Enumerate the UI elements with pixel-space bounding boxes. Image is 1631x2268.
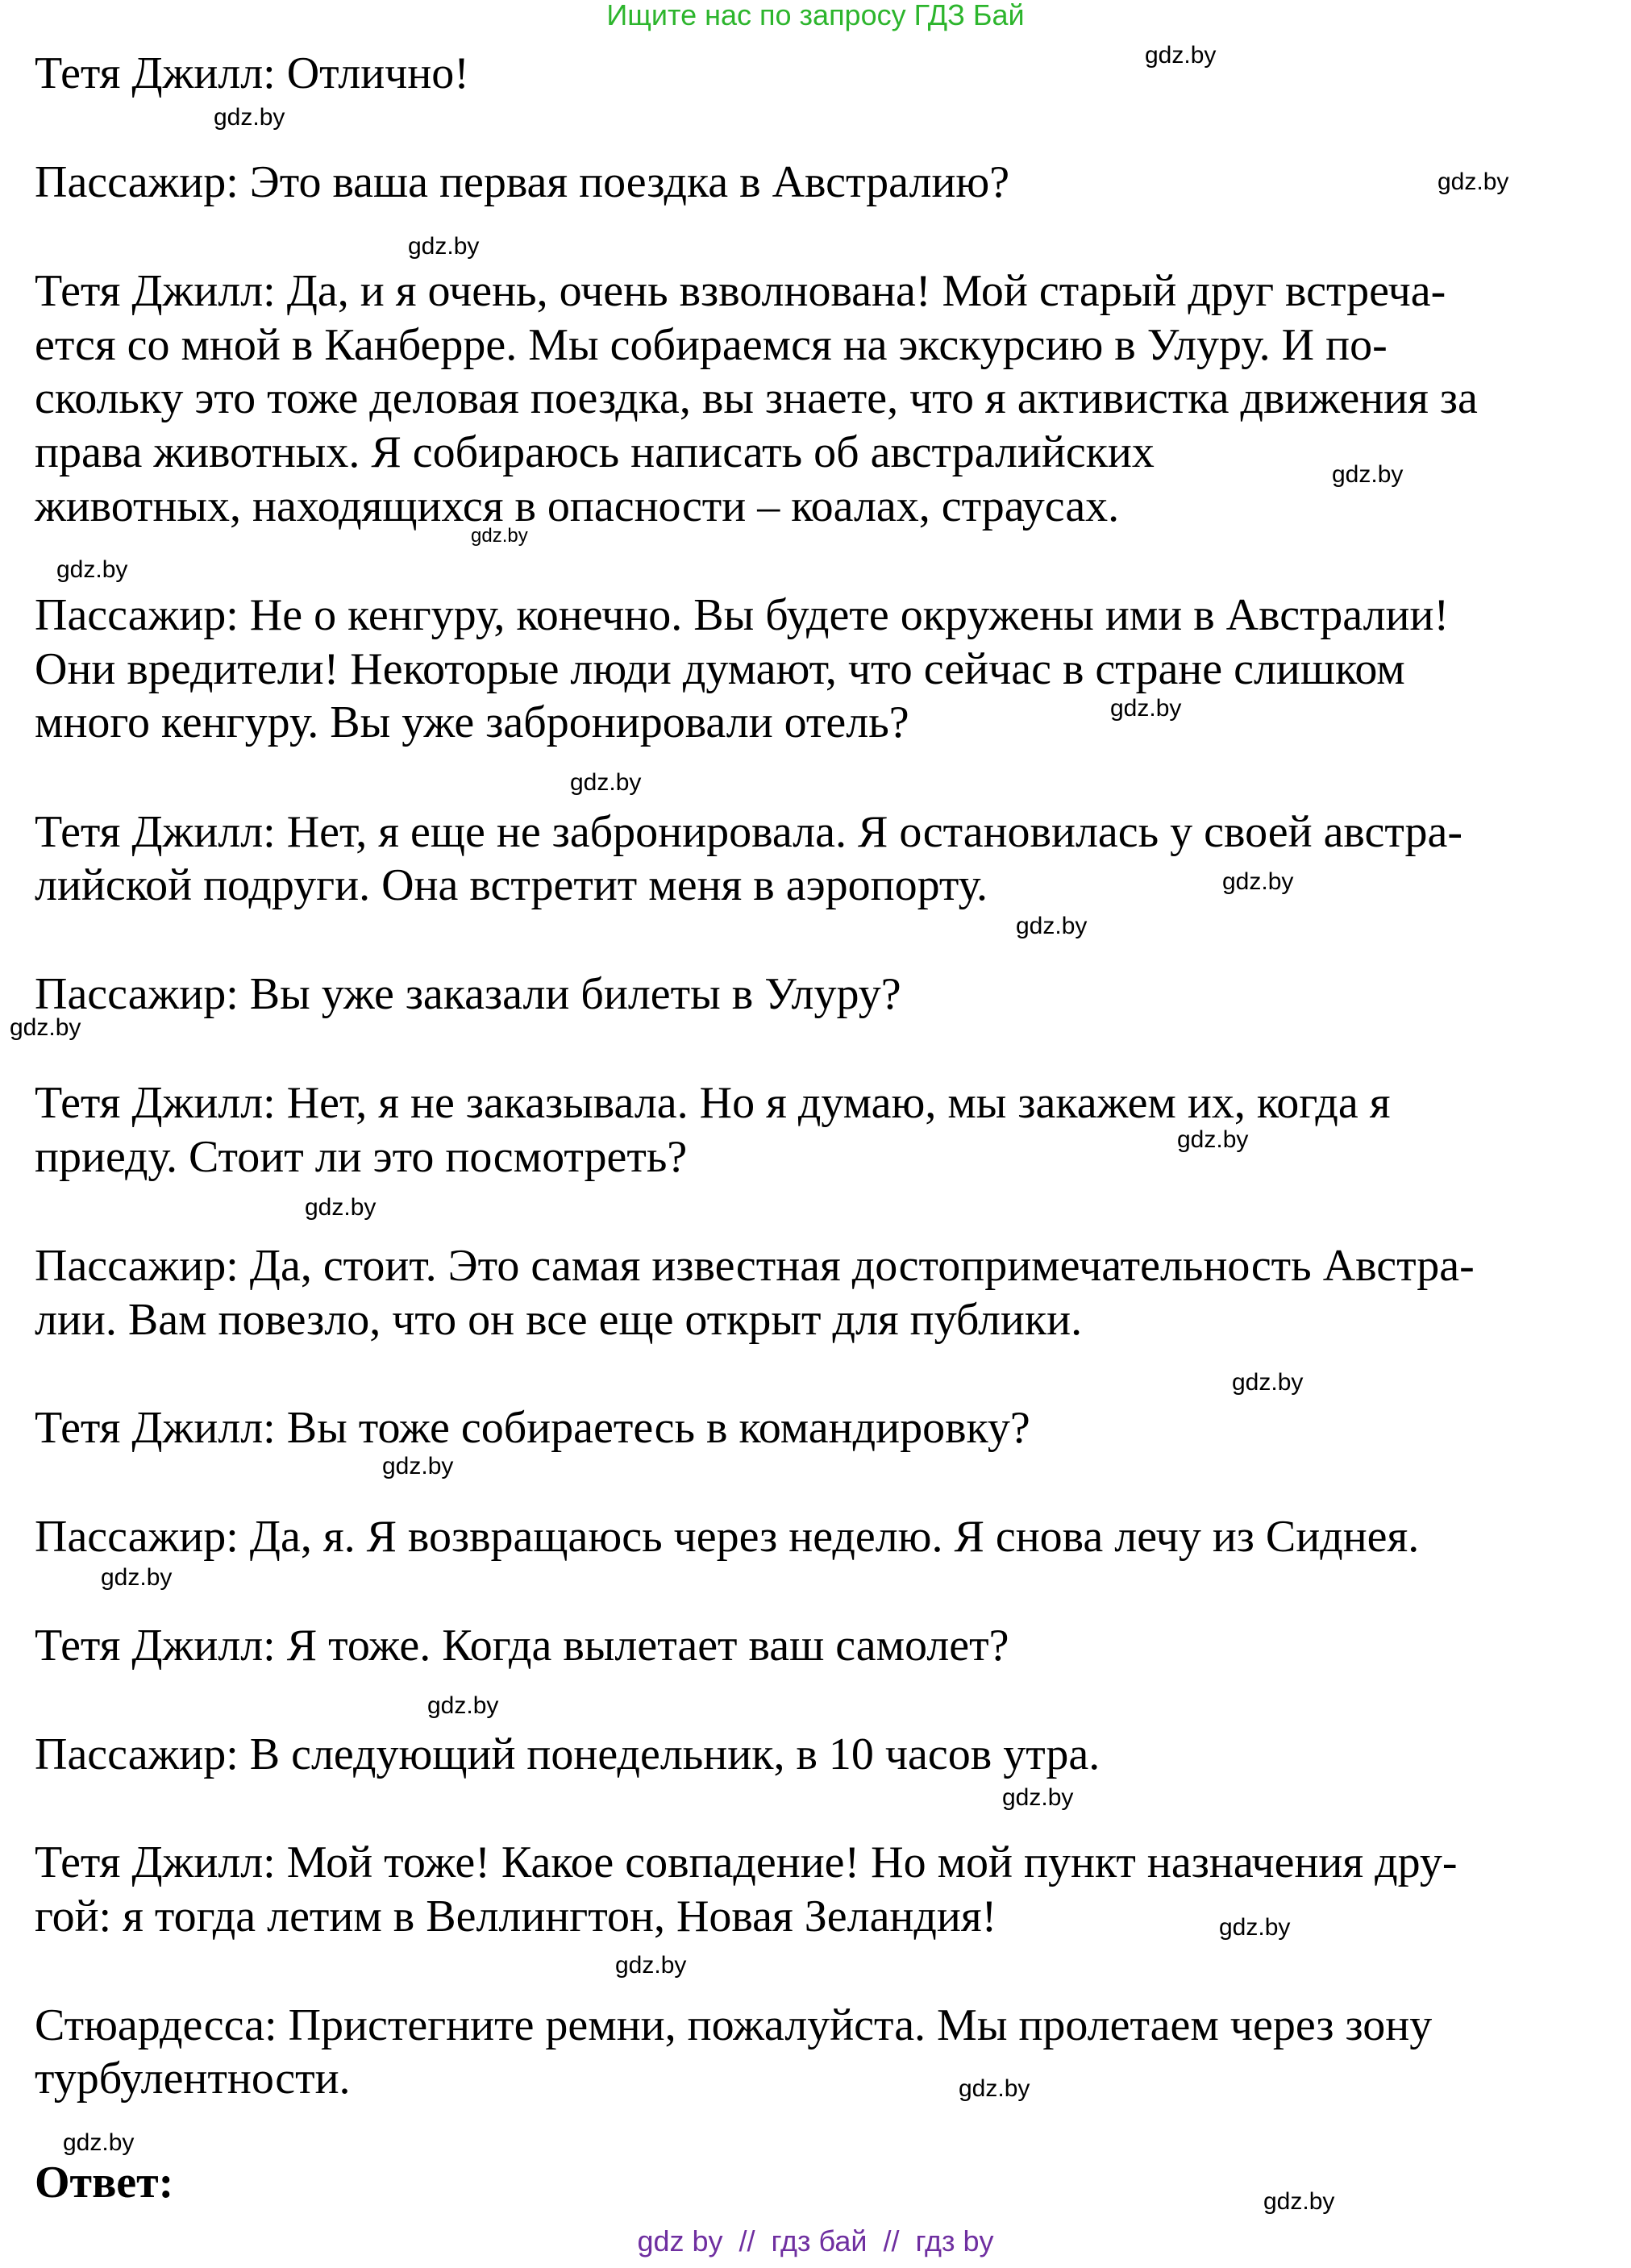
- watermark: gdz.by: [1263, 2188, 1335, 2215]
- watermark: gdz.by: [305, 1194, 377, 1221]
- dialogue-line: Пассажир: Да, я. Я возвращаюсь через неделю. Я снова лечу из Сиднея.: [35, 1512, 1420, 1562]
- watermark: gdz.by: [959, 2075, 1030, 2102]
- watermark: gdz.by: [1438, 169, 1509, 195]
- dialogue-line: гой: я тогда летим в Веллингтон, Новая Зеландия!: [35, 1891, 997, 1941]
- dialogue-line: Пассажир: Это ваша первая поездка в Австралию?: [35, 157, 1010, 207]
- dialogue-line: Тетя Джилл: Мой тоже! Какое совпадение! Но мой пункт назначения дру-: [35, 1837, 1458, 1887]
- top-banner: Ищите нас по запросу ГДЗ Бай: [606, 0, 1025, 31]
- answer-label: Ответ:: [35, 2158, 174, 2208]
- dialogue-line: лии. Вам повезло, что он все еще открыт для публики.: [35, 1295, 1083, 1345]
- watermark: gdz.by: [570, 769, 642, 796]
- watermark: gdz.by: [1002, 1784, 1074, 1811]
- dialogue-line: Тетя Джилл: Я тоже. Когда вылетает ваш самолет?: [35, 1621, 1009, 1671]
- footer-links: gdz by // гдз бай // гдз by: [637, 2224, 994, 2258]
- dialogue-line: Тетя Джилл: Нет, я не заказывала. Но я думаю, мы закажем их, когда я: [35, 1078, 1391, 1128]
- watermark: gdz.by: [1332, 461, 1404, 488]
- watermark: gdz.by: [101, 1564, 173, 1591]
- watermark: gdz.by: [10, 1014, 81, 1041]
- dialogue-line: Они вредители! Некоторые люди думают, что сейчас в стране слишком: [35, 644, 1405, 694]
- watermark: gdz.by: [615, 1952, 687, 1979]
- watermark: gdz.by: [382, 1453, 454, 1479]
- dialogue-line: права животных. Я собираюсь написать об австралийских: [35, 427, 1155, 477]
- dialogue-line: животных, находящихся в опасности – коалах, страусах.: [35, 481, 1120, 531]
- dialogue-line: ется со мной в Канберре. Мы собираемся на экскурсию в Улуру. И по-: [35, 320, 1388, 370]
- dialogue-line: Пассажир: Вы уже заказали билеты в Улуру?: [35, 969, 901, 1019]
- watermark: gdz.by: [56, 556, 128, 583]
- dialogue-line: Тетя Джилл: Нет, я еще не забронировала. Я остановилась у своей австра-: [35, 807, 1463, 857]
- dialogue-line: Пассажир: В следующий понедельник, в 10 часов утра.: [35, 1729, 1101, 1779]
- dialogue-line: приеду. Стоит ли это посмотреть?: [35, 1132, 688, 1182]
- watermark: gdz.by: [1222, 868, 1294, 895]
- watermark: gdz.by: [1219, 1914, 1291, 1941]
- watermark: gdz.by: [1110, 695, 1182, 722]
- watermark: gdz.by: [427, 1692, 499, 1719]
- watermark: gdz.by: [471, 525, 528, 547]
- dialogue-line: лийской подруги. Она встретит меня в аэропорту.: [35, 860, 988, 910]
- dialogue-line: Пассажир: Не о кенгуру, конечно. Вы будете окружены ими в Австралии!: [35, 590, 1450, 640]
- watermark: gdz.by: [408, 233, 480, 260]
- watermark: gdz.by: [1145, 42, 1217, 69]
- dialogue-line: Тетя Джилл: Да, и я очень, очень взволнована! Мой старый друг встреча-: [35, 266, 1446, 316]
- dialogue-line: Тетя Джилл: Отлично!: [35, 48, 469, 98]
- watermark: gdz.by: [1232, 1369, 1304, 1396]
- dialogue-line: Стюардесса: Пристегните ремни, пожалуйста. Мы пролетаем через зону: [35, 2000, 1433, 2050]
- dialogue-line: Пассажир: Да, стоит. Это самая известная достопримечательность Австра-: [35, 1241, 1475, 1291]
- watermark: gdz.by: [1016, 913, 1088, 939]
- watermark: gdz.by: [1177, 1126, 1249, 1153]
- watermark: gdz.by: [63, 2129, 135, 2156]
- dialogue-line: скольку это тоже деловая поездка, вы знаете, что я активистка движения за: [35, 373, 1478, 423]
- dialogue-line: Тетя Джилл: Вы тоже собираетесь в командировку?: [35, 1403, 1030, 1453]
- dialogue-line: много кенгуру. Вы уже забронировали отель?: [35, 697, 909, 747]
- watermark: gdz.by: [214, 104, 285, 131]
- dialogue-line: турбулентности.: [35, 2054, 351, 2104]
